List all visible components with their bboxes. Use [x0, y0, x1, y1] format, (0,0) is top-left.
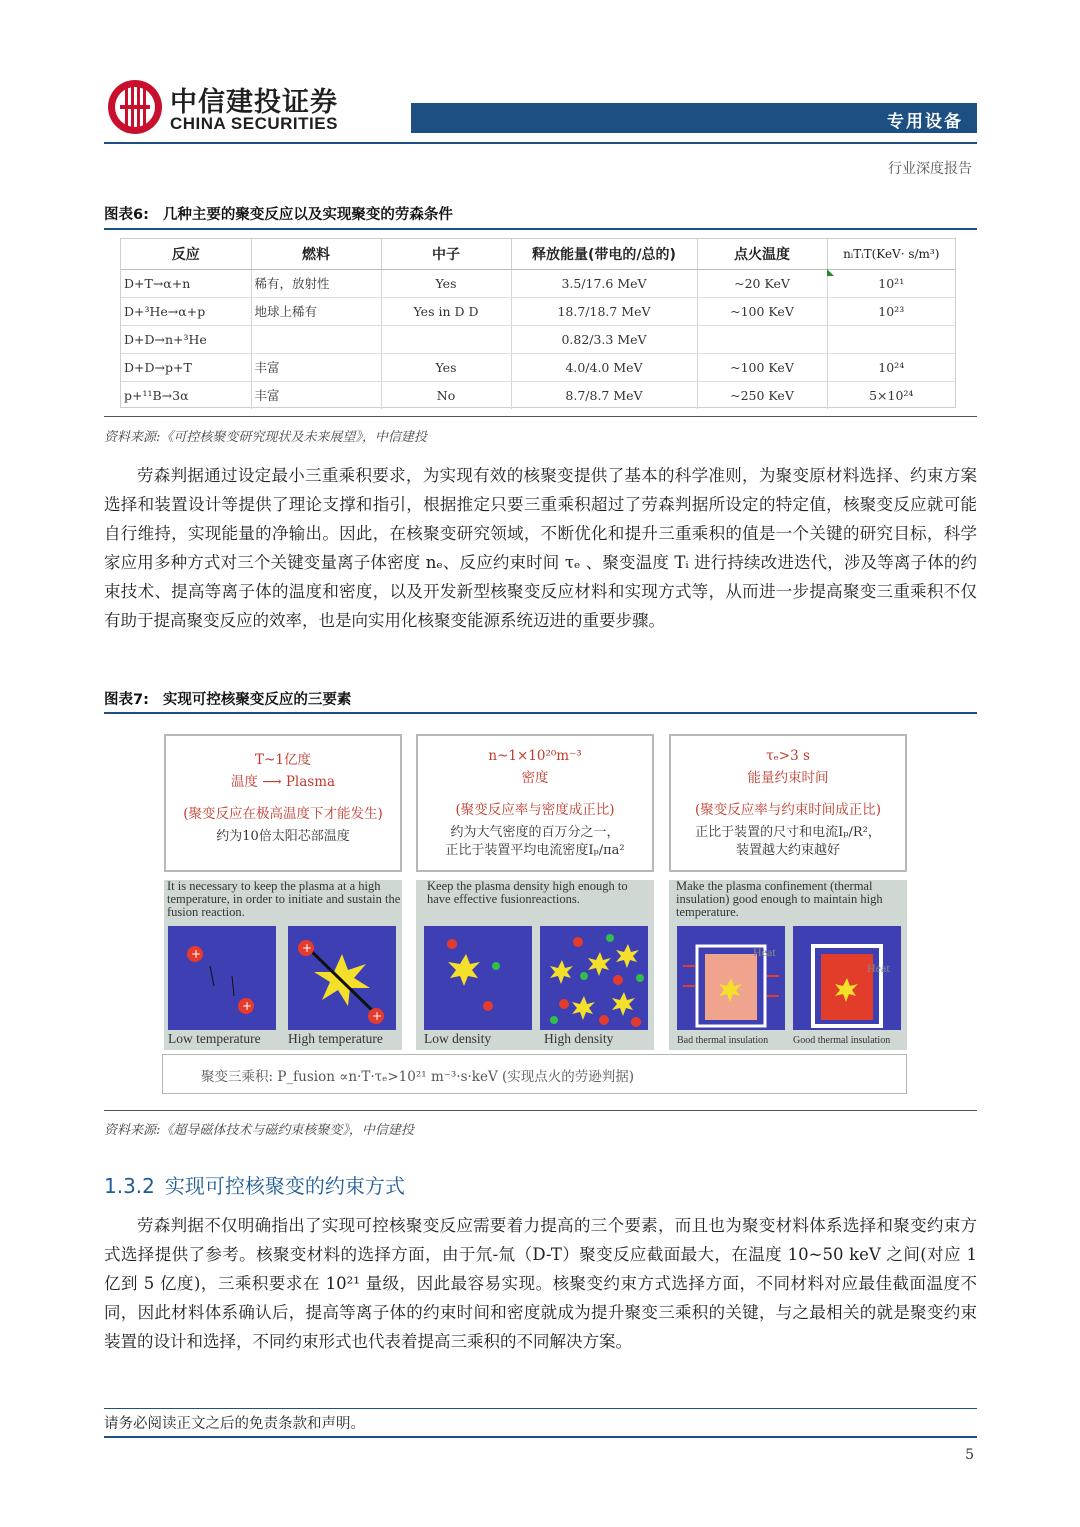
table-cell: No [381, 381, 511, 409]
figure7-title-text: 实现可控核聚变反应的三要素 [162, 692, 352, 708]
good-insulation-illustration [793, 926, 901, 1030]
low-density-illustration [424, 926, 532, 1030]
panel-caption: High temperature [288, 1031, 383, 1046]
heat-label: Heat [867, 961, 890, 975]
density-panel [416, 880, 654, 1050]
fusion-reactions-table [120, 238, 956, 408]
panel-text: It is necessary to keep the plasma at a high temperature, in order to initiate and sustain the fusion reaction. [167, 879, 401, 919]
card-desc [671, 824, 905, 860]
table-cell: D+D→p+T [121, 353, 251, 381]
table-cell: Yes [381, 353, 511, 381]
card-note: (聚变反应率与约束时间成正比) [694, 802, 882, 818]
table-cell: 10²⁴ [827, 353, 955, 381]
column-header: 燃料 [251, 239, 381, 269]
temperature-card [164, 734, 402, 872]
body-paragraph-2 [104, 1211, 977, 1356]
table-cell [251, 325, 381, 353]
figure6-source: 资料来源:《可控核聚变研究现状及未来展望》，中信建投 [104, 430, 427, 445]
table-cell: ~20 KeV [697, 269, 827, 297]
card-line: 温度 ⟶ Plasma [230, 774, 336, 790]
card-desc-line: 正比于装置的尺寸和电流Iₚ/R²， [695, 825, 881, 840]
table-cell: 10²¹ [827, 269, 955, 297]
figure7-label: 图表7: [104, 692, 149, 708]
table-header-row [121, 239, 955, 269]
fusion-burst-icon [288, 926, 396, 1030]
table-cell: D+T→α+n [121, 269, 251, 297]
high-temperature-illustration [288, 926, 396, 1030]
table-cell: 4.0/4.0 MeV [511, 353, 697, 381]
table-cell: 地球上稀有 [251, 297, 381, 325]
panel-caption: High density [544, 1031, 614, 1046]
card-desc-line: 约为大气密度的百万分之一， [450, 825, 620, 840]
table-cell: ~100 KeV [697, 297, 827, 325]
card-note: (聚变反应率与密度成正比) [455, 802, 615, 818]
logo-chinese-name: 中信建投证券 [170, 87, 338, 118]
lawson-formula-box [162, 1054, 907, 1094]
figure7-title [104, 688, 351, 709]
cell-comment-marker [827, 269, 834, 276]
table-cell [827, 325, 955, 353]
panel-caption: Good thermal insulation [793, 1035, 891, 1046]
confinement-panel [669, 880, 907, 1050]
panel-text: Keep the plasma density high enough to have effective fusionreactions. [427, 879, 628, 906]
table-cell [697, 325, 827, 353]
card-line: 能量约束时间 [747, 770, 829, 786]
panel-caption: Low density [424, 1031, 492, 1046]
column-header: 释放能量(带电的/总的) [511, 239, 697, 269]
column-header: 点火温度 [697, 239, 827, 269]
lawson-formula: 聚变三乘积: P_fusion ∝n·T·τₑ>10²¹ m⁻³·s·keV (实现点火的劳逊判据) [201, 1069, 635, 1085]
panel-text: Make the plasma confinement (thermal insulation) good enough to maintain high temperature. [676, 879, 883, 919]
table-cell: D+³He→α+p [121, 297, 251, 325]
card-line: T~1亿度 [255, 752, 311, 768]
figure6-top-rule [104, 228, 977, 230]
column-header: 中子 [381, 239, 511, 269]
table-row [121, 353, 955, 381]
card-line: 密度 [521, 770, 549, 786]
header-category: 专用设备 [887, 112, 963, 132]
figure7-bottom-rule [104, 1110, 977, 1111]
table-cell: 8.7/8.7 MeV [511, 381, 697, 409]
table-cell: ~250 KeV [697, 381, 827, 409]
footer-bottom-rule [104, 1436, 977, 1438]
table-cell: Yes [381, 269, 511, 297]
card-desc-line: 装置越大约束越好 [735, 843, 840, 858]
particles-icon [168, 926, 276, 1030]
card-desc-line: 正比于装置平均电流密度Iₚ/πa² [445, 843, 625, 858]
figure7-top-rule [104, 712, 977, 714]
company-logo [106, 78, 346, 138]
table-cell: 丰富 [251, 381, 381, 409]
china-securities-logo-icon [106, 78, 164, 136]
page-number: 5 [965, 1447, 974, 1463]
svg-text:+: + [302, 941, 313, 955]
confinement-time-card [669, 734, 907, 872]
card-note: (聚变反应在极高温度下才能发生) [183, 806, 383, 822]
body-paragraph-1 [104, 461, 977, 635]
paragraph-text: 劳森判据不仅明确指出了实现可控核聚变反应需要着力提高的三个要素，而且也为聚变材料体系选择和聚变约束方式选择提供了参考。核聚变材料的选择方面，由于氘-氚（D-T）聚变反应截面最大，在温度 10~50 keV 之间(对应 1 亿到 5 亿度)，三乘积要求在 10²¹ 量级，因此最容易实现。核聚变约束方式选择方面，不同材料对应最佳截面温度不同，因此材料体系确认后，提高等离子体的约束时间和密度就成为提升聚变三乘积的关键，与之最相关的就是聚变约束装置的设计和选择，不同约束形式也代表着提高三乘积的不同解决方案。 [104, 1216, 977, 1351]
table-cell: 0.82/3.3 MeV [511, 325, 697, 353]
column-header: nᵢTᵢT(KeV· s/m³) [827, 239, 955, 269]
report-type: 行业深度报告 [888, 161, 972, 177]
sparse-particles-icon [424, 926, 532, 1030]
table-cell: 10²³ [827, 297, 955, 325]
disclaimer-text: 请务必阅读正文之后的免责条款和声明。 [104, 1416, 365, 1432]
high-density-illustration [540, 926, 648, 1030]
card-desc: 约为10倍太阳芯部温度 [216, 829, 350, 844]
table-cell: Yes in D D [381, 297, 511, 325]
logo-english-name: CHINA SECURITIES [170, 114, 338, 133]
footer-top-rule [104, 1408, 977, 1409]
section-title: 实现可控核聚变的约束方式 [164, 1174, 405, 1198]
insulated-container-icon [793, 926, 901, 1030]
panel-caption: Low temperature [168, 1031, 261, 1046]
bad-insulation-illustration [677, 926, 785, 1030]
table-cell [381, 325, 511, 353]
table-cell: p+¹¹B→3α [121, 381, 251, 409]
svg-text:+: + [242, 999, 253, 1013]
paragraph-text: 劳森判据通过设定最小三重乘积要求，为实现有效的核聚变提供了基本的科学准则，为聚变原材料选择、约束方案选择和装置设计等提供了理论支撑和指引，根据推定只要三重乘积超过了劳森判据所设定的特定值，核聚变反应就可能自行维持，实现能量的净输出。因此，在核聚变研究领域，不断优化和提升三重乘积的值是一个关键的研究目标，科学家应用多种方式对三个关键变量离子体密度 nₑ、反应约束时间 τₑ 、聚变温度 Tᵢ 进行持续改进迭代，涉及等离子体的约束技术、提高等离子体的温度和密度，以及开发新型核聚变反应材料和实现方式等，从而进一步提高聚变三重乘积不仅有助于提高聚变反应的效率，也是向实用化核聚变能源系统迈进的重要步骤。 [104, 466, 977, 630]
card-line: τₑ>3 s [766, 748, 810, 764]
heat-label: Heat [753, 945, 776, 959]
table-cell: 丰富 [251, 353, 381, 381]
figure7-source: 资料来源:《超导磁体技术与磁约束核聚变》，中信建投 [104, 1123, 414, 1138]
figure6-title-text: 几种主要的聚变反应以及实现聚变的劳森条件 [162, 207, 453, 223]
card-line: n~1×10²⁰m⁻³ [488, 748, 582, 764]
column-header: 反应 [121, 239, 251, 269]
heat-container-icon [677, 926, 785, 1030]
table-cell: 18.7/18.7 MeV [511, 297, 697, 325]
table-cell: ~100 KeV [697, 353, 827, 381]
header-divider [104, 142, 977, 144]
card-desc [418, 824, 652, 860]
figure6-label: 图表6: [104, 207, 149, 223]
three-elements-diagram [162, 734, 907, 1094]
table-row [121, 381, 955, 409]
table-row [121, 325, 955, 353]
header-category-bar [411, 103, 977, 133]
figure6-bottom-rule [104, 416, 977, 417]
table-cell: D+D→n+³He [121, 325, 251, 353]
table-cell: 稀有，放射性 [251, 269, 381, 297]
section-heading [104, 1170, 405, 1199]
table-cell: 5×10²⁴ [869, 387, 914, 403]
table-cell: 3.5/17.6 MeV [511, 269, 697, 297]
figure6-title [104, 203, 453, 224]
table-row [121, 297, 955, 325]
density-card [416, 734, 654, 872]
section-number: 1.3.2 [104, 1174, 155, 1198]
low-temperature-illustration [168, 926, 276, 1030]
temperature-panel [164, 880, 402, 1050]
svg-text:+: + [372, 1009, 383, 1023]
svg-text:+: + [191, 947, 202, 961]
panel-caption: Bad thermal insulation [677, 1035, 769, 1046]
dense-particles-icon [540, 926, 648, 1030]
